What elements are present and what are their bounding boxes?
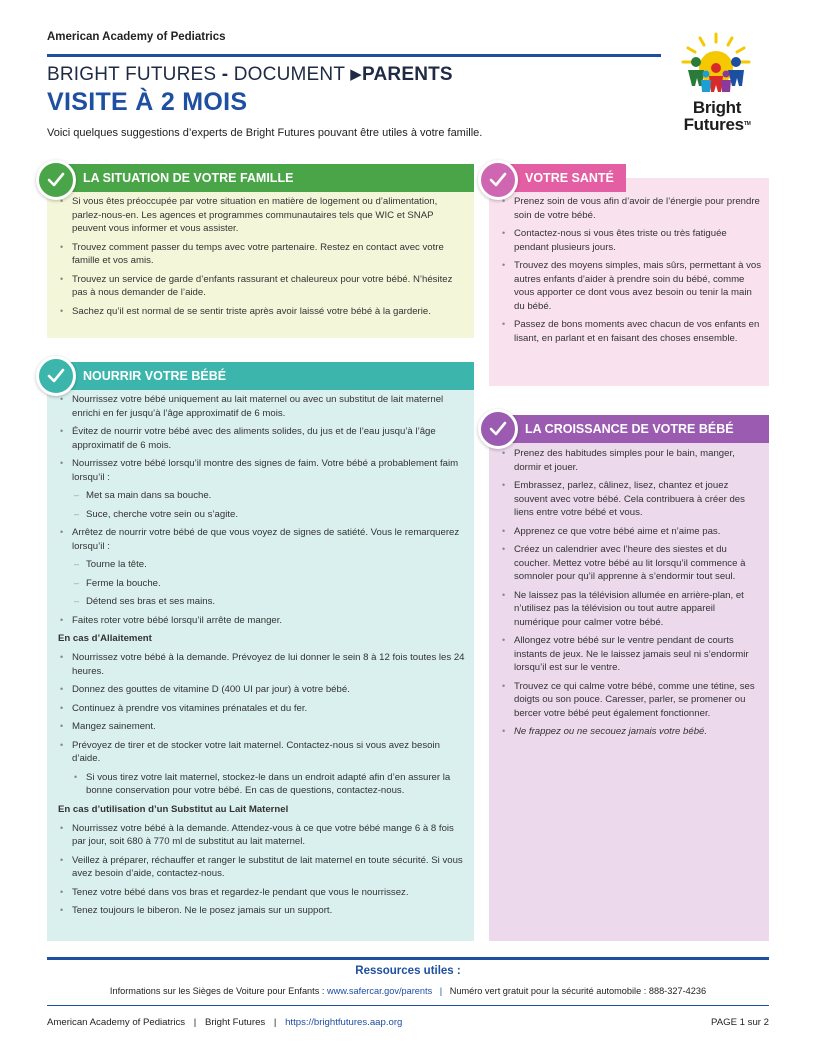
logo-family-icon [666,30,766,100]
list-item: • Nourrissez votre bébé uniquement au lait maternel ou avec un substitut de lait maternel enrichi en fer jusqu’à l’âge approximatif de 6 mois. [58,393,466,420]
sante-heading: VOTRE SANTÉ [489,164,626,192]
list-item: • Donnez des gouttes de vitamine D (400 UI par jour) à votre bébé. [58,683,466,697]
satiety-sign-item: – Ferme la bouche. [58,577,466,591]
satiety-sign-item: – Détend ses bras et ses mains. [58,595,466,609]
list-item: • Trouvez des moyens simples, mais sûrs, permettant à vos autres enfants d’aider à prendre soin du bébé, comme vous apporter ce dont vous avez besoin ou tenir la main du bébé. [500,259,762,313]
footer-url-link[interactable]: https://brightfutures.aap.org [285,1017,403,1028]
doc-word: DOCUMENT [233,64,345,85]
header-divider [47,54,661,57]
resources-divider-bottom [47,1005,769,1006]
resources-separator: | [439,986,443,996]
logo-line-1: Bright [692,98,742,117]
nourrir-heading: NOURRIR VOTRE BÉBÉ [47,362,474,390]
list-item: • Arrêtez de nourrir votre bébé de que vous voyez de signes de satiété. Vous le remarquerez lorsqu’il : [58,526,466,553]
satiety-sign-item: – Tourne la tête. [58,558,466,572]
list-item: • Trouvez ce qui calme votre bébé, comme une tétine, ses doigts ou son pouce. Caresser, parler, se promener ou bercer votre bébé peut également fonctionner. [500,680,762,721]
list-item: • Créez un calendrier avec l’heure des siestes et du coucher. Mettez votre bébé au lit lorsqu’il commence à somnoler pour qu’il apprenne à s’endormir tout seul. [500,543,762,584]
footer-separator: | [193,1017,197,1028]
list-item: • Faites roter votre bébé lorsqu’il arrête de manger. [58,614,466,628]
list-item: • Évitez de nourrir votre bébé avec des aliments solides, du jus et de l’eau jusqu’à l’âge approximatif de 6 mois. [58,425,466,452]
nourrir-content [58,393,466,923]
formula-list [58,822,466,918]
logo-line-2: Futures [683,115,744,134]
croissance-list [500,447,762,744]
list-item-warning: • Ne frappez ou ne secouez jamais votre bébé. [500,725,762,739]
list-item: • Apprenez ce que votre bébé aime et n’aime pas. [500,525,762,539]
nourrir-list [58,393,466,627]
organization-name: American Academy of Pediatrics [47,31,226,43]
list-item: • Prenez soin de vous afin d’avoir de l’énergie pour prendre soin de votre bébé. [500,195,762,222]
list-item: • Tenez toujours le biberon. Ne le posez jamais sur un support. [58,904,466,918]
hunger-sign-item: – Met sa main dans sa bouche. [58,489,466,503]
intro-text: Voici quelques suggestions d’experts de Bright Futures pouvant être utiles à votre famille. [47,127,483,139]
footer-brand: Bright Futures [204,1017,266,1028]
page-title: VISITE À 2 MOIS [47,88,248,116]
list-item: • Sachez qu’il est normal de se sentir triste après avoir laissé votre bébé à la garderie. [58,305,463,319]
doc-audience: PARENTS [362,64,453,85]
famille-heading: LA SITUATION DE VOTRE FAMILLE [47,164,474,192]
footer-separator: | [273,1017,277,1028]
breastfeeding-sub-item: • Si vous tirez votre lait maternel, stockez-le dans un endroit adapté afin d’en assurer la bonne conservation pour votre bébé. En cas de questions, contactez-nous. [58,771,466,798]
hunger-sign-item: – Suce, cherche votre sein ou s’agite. [58,508,466,522]
list-item: • Nourrissez votre bébé à la demande. Prévoyez de lui donner le sein 8 à 12 fois toutes les 24 heures. [58,651,466,678]
resources-divider-top [47,957,769,960]
list-item: • Embrassez, parlez, câlinez, lisez, chantez et jouez souvent avec votre bébé. Cela contribuera à créer des liens entre votre bébé et vous. [500,479,762,520]
formula-heading: En cas d’utilisation d’un Substitut au Lait Maternel [58,803,289,815]
list-item: • Passez de bons moments avec chacun de vos enfants en lisant, en parlant et en faisant des choses ensemble. [500,318,762,345]
list-item: • Contactez-nous si vous êtes triste ou très fatiguée pendant plusieurs jours. [500,227,762,254]
list-item: • Veillez à préparer, réchauffer et ranger le substitut de lait maternel en toute sécurité. Si vous avez besoin d’aide, contactez-nous. [58,854,466,881]
list-item: • Prévoyez de tirer et de stocker votre lait maternel. Contactez-nous si vous avez besoin d’aide. [58,739,466,766]
breastfeeding-heading: En cas d’Allaitement [58,633,152,644]
checkmark-icon [478,409,518,449]
footer [47,1017,402,1028]
list-item: • Tenez votre bébé dans vos bras et regardez-le pendant que vous le nourrissez. [58,886,466,900]
logo-trademark: TM [743,121,751,127]
car-seat-link[interactable]: www.safercar.gov/parents [326,986,433,996]
document-type [47,64,453,86]
footer-org: American Academy of Pediatrics [47,1017,186,1028]
sante-list [500,195,762,350]
checkmark-icon [36,356,76,396]
resources-line [0,986,816,996]
list-item: • Trouvez un service de garde d’enfants rassurant et chaleureux pour votre bébé. N’hésitez pas à nous demander de l’aide. [58,273,463,300]
checkmark-icon [36,160,76,200]
list-item: • Continuez à prendre vos vitamines prénatales et du fer. [58,702,466,716]
breastfeeding-list [58,651,466,798]
list-item: • Trouvez comment passer du temps avec votre partenaire. Restez en contact avec votre famille et vos amis. [58,241,463,268]
list-item: • Ne laissez pas la télévision allumée en arrière-plan, et n’utilisez pas la télévision ou tout autre appareil numérique pour calmer votre bébé. [500,589,762,630]
list-item: • Nourrissez votre bébé à la demande. Attendez-vous à ce que votre bébé mange 6 à 8 fois par jour, soit 680 à 770 ml de substitut au lait maternel. [58,822,466,849]
resources-title: Ressources utiles : [355,965,461,977]
list-item: • Si vous êtes préoccupée par votre situation en matière de logement ou d’alimentation, parlez-nous-en. Les agences et programmes communautaires tels que WIC et SNAP peuvent vous informer et vous assister. [58,195,463,236]
doc-dash: - [221,64,229,85]
list-item: • Prenez des habitudes simples pour le bain, manger, dormir et jouer. [500,447,762,474]
list-item: • Mangez sainement. [58,720,466,734]
croissance-heading: LA CROISSANCE DE VOTRE BÉBÉ [489,415,769,443]
list-item: • Allongez votre bébé sur le ventre pendant de courts instants de jeux. Ne le laissez jamais seul ni s’endormir lorsqu’il est sur le ventre. [500,634,762,675]
logo-wordmark [670,99,764,133]
arrow-icon: ▶ [350,66,363,83]
checkmark-icon [478,160,518,200]
car-seat-label: Informations sur les Sièges de Voiture pour Enfants : [109,986,325,996]
page-number: PAGE 1 sur 2 [711,1017,769,1028]
doc-series: BRIGHT FUTURES [47,64,217,85]
famille-list [58,195,463,323]
hotline-text: Numéro vert gratuit pour la sécurité automobile : 888-327-4236 [449,986,707,996]
list-item: • Nourrissez votre bébé lorsqu’il montre des signes de faim. Votre bébé a probablement faim lorsqu’il : [58,457,466,484]
